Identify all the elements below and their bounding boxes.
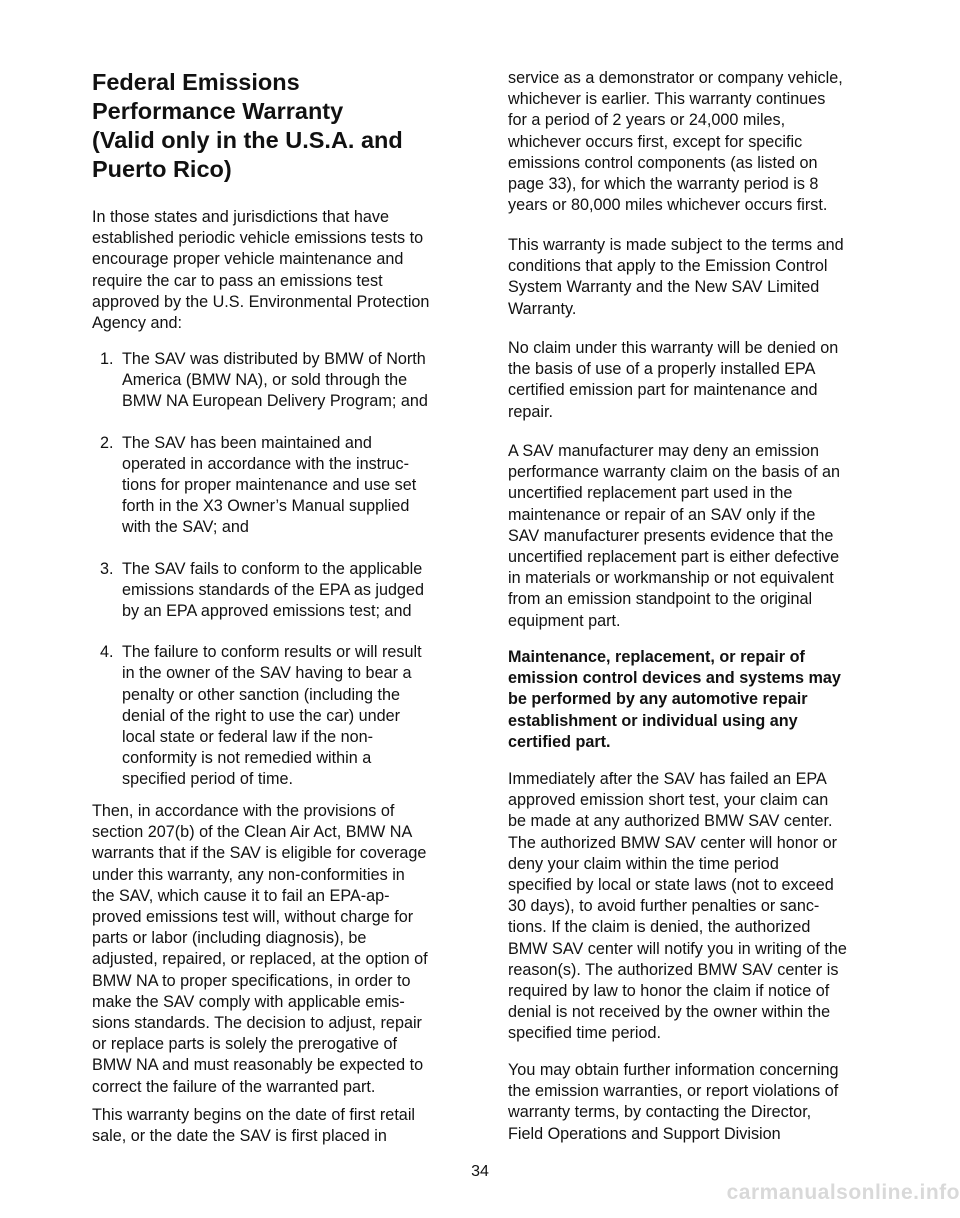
list-number: 2. [100, 433, 114, 452]
text-line: Then, in accordance with the provisions of [92, 802, 395, 820]
text-line: America (BMW NA), or sold through the [122, 371, 408, 390]
text-line: page 33), for which the warranty period is 8 [508, 175, 819, 194]
text-line: SAV manufacturer presents evidence that the [508, 526, 834, 545]
text-line: establishment or individual using any [508, 711, 798, 730]
text-line: be made at any authorized BMW SAV center. [508, 812, 833, 831]
text-line: denial is not received by the owner within the [508, 1003, 831, 1022]
text-line: certified emission part for maintenance and [508, 381, 818, 400]
text-line: emission control devices and systems may [508, 669, 841, 688]
text-line: operated in accordance with the instruc- [122, 454, 410, 473]
text-line: reason(s). The authorized BMW SAV center is [508, 960, 839, 979]
text-line: or replace parts is solely the prerogative of [92, 1035, 398, 1054]
text-line: Field Operations and Support Division [508, 1124, 781, 1143]
text-line: for a period of 2 years or 24,000 miles, [508, 111, 786, 130]
text-line: The SAV has been maintained and [122, 433, 372, 452]
text-line: Agency and: [92, 314, 182, 333]
text-line: proved emissions test will, without charge for [92, 908, 414, 927]
text-line: approved by the U.S. Environmental Protection [92, 292, 430, 311]
text-line: approved emission short test, your claim can [508, 791, 829, 810]
list-item [92, 642, 484, 790]
text-line: sale, or the date the SAV is first placed in [92, 1127, 387, 1146]
text-line: section 207(b) of the Clean Air Act, BMW NA [92, 823, 413, 842]
text-line: 30 days), to avoid further penalties or sanc- [508, 897, 820, 916]
title-line: Puerto Rico) [92, 156, 232, 182]
text-line: require the car to pass an emissions test [92, 271, 383, 290]
text-line: specified by local or state laws (not to exceed [508, 876, 834, 895]
list-number: 1. [100, 350, 114, 368]
list-number: 3. [100, 559, 114, 578]
text-line: This warranty begins on the date of first retail [92, 1106, 416, 1124]
text-line: conformity is not remedied within a [122, 749, 372, 768]
text-line: whichever occurs first, except for specific [508, 132, 803, 151]
list-item [92, 559, 484, 623]
text-line: performance warranty claim on the basis of an [508, 463, 841, 482]
text-line: denial of the right to use the car) under [122, 706, 401, 725]
text-line: emissions control components (as listed on [508, 153, 818, 172]
text-line: repair. [508, 402, 553, 421]
text-line: The failure to conform results or will result [122, 643, 422, 662]
watermark: carmanualsonline.info [726, 1181, 960, 1204]
text-line: forth in the X3 Owner’s Manual supplied [122, 497, 410, 516]
then-paragraph [92, 801, 428, 1098]
text-line: BMW NA to proper specifications, in order to [92, 971, 411, 990]
list-number: 4. [100, 643, 114, 662]
text-line: No claim under this warranty will be denied on [508, 339, 839, 357]
text-line: the basis of use of a properly installed EPA [508, 360, 816, 379]
text-line: uncertified replacement part used in the [508, 484, 793, 503]
text-line: warrants that if the SAV is eligible for coverage [92, 844, 427, 863]
text-line: BMW NA European Delivery Program; and [122, 392, 428, 411]
no-claim-paragraph [508, 338, 838, 423]
subject-paragraph [508, 235, 844, 320]
text-line: deny your claim within the time period [508, 854, 779, 873]
text-line: sions standards. The decision to adjust, repair [92, 1014, 422, 1033]
text-line: whichever is earlier. This warranty continues [508, 90, 826, 109]
text-line: from an emission standpoint to the original [508, 590, 813, 609]
text-line: This warranty is made subject to the terms and [508, 236, 844, 254]
text-line: years or 80,000 miles whichever occurs first. [508, 196, 828, 215]
conditions-list [92, 349, 484, 791]
text-line: under this warranty, any non-conformities in [92, 865, 405, 884]
page-number: 34 [471, 1163, 489, 1180]
text-line: be performed by any automotive repair [508, 690, 808, 709]
text-line: encourage proper vehicle maintenance and [92, 250, 404, 269]
obtain-info-paragraph [508, 1060, 839, 1145]
text-line: BMW SAV center will notify you in writing of the [508, 939, 847, 958]
text-line: required by law to honor the claim if notice of [508, 982, 830, 1001]
bold-notice-paragraph [508, 647, 841, 753]
immediately-paragraph [508, 769, 847, 1045]
text-line: the SAV, which cause it to fail an EPA-ap- [92, 886, 390, 905]
text-line: specified time period. [508, 1024, 661, 1043]
title-line: Federal Emissions [92, 69, 300, 95]
title-line: Performance Warranty [92, 98, 344, 124]
text-line: tions. If the claim is denied, the authorized [508, 918, 811, 937]
text-line: correct the failure of the warranted part. [92, 1077, 376, 1096]
text-line: with the SAV; and [122, 518, 249, 537]
text-line: in materials or workmanship or not equivalent [508, 569, 834, 588]
text-line: The SAV was distributed by BMW of North [122, 350, 426, 368]
text-line: warranty terms, by contacting the Director, [508, 1103, 812, 1122]
text-line: by an EPA approved emissions test; and [122, 602, 412, 621]
text-line: certified part. [508, 732, 611, 751]
continuation-paragraph [508, 68, 843, 216]
text-line: equipment part. [508, 611, 621, 630]
text-line: established periodic vehicle emissions tests to [92, 229, 424, 248]
text-line: The authorized BMW SAV center will honor or [508, 833, 837, 852]
title-line: (Valid only in the U.S.A. and [92, 127, 403, 153]
text-line: Maintenance, replacement, or repair of [508, 648, 805, 666]
text-line: specified period of time. [122, 770, 293, 789]
list-item [92, 349, 484, 413]
text-line: conditions that apply to the Emission Control [508, 257, 828, 276]
text-line: uncertified replacement part is either defective [508, 548, 840, 567]
begins-paragraph [92, 1105, 415, 1147]
text-line: In those states and jurisdictions that have [92, 208, 389, 226]
deny-paragraph [508, 441, 840, 632]
text-line: adjusted, repaired, or replaced, at the option of [92, 950, 428, 969]
text-line: local state or federal law if the non- [122, 728, 374, 747]
text-line: Immediately after the SAV has failed an EPA [508, 770, 827, 788]
text-line: BMW NA and must reasonably be expected to [92, 1056, 424, 1075]
text-line: maintenance or repair of an SAV only if the [508, 505, 816, 524]
text-line: service as a demonstrator or company vehicle, [508, 69, 843, 87]
text-line: The SAV fails to conform to the applicable [122, 559, 423, 578]
text-line: A SAV manufacturer may deny an emission [508, 442, 820, 460]
text-line: Warranty. [508, 299, 577, 318]
text-line: emissions standards of the EPA as judged [122, 580, 425, 599]
text-line: tions for proper maintenance and use set [122, 476, 417, 495]
text-line: penalty or other sanction (including the [122, 685, 401, 704]
text-line: the emission warranties, or report violations of [508, 1082, 839, 1101]
text-line: System Warranty and the New SAV Limited [508, 278, 820, 297]
intro-paragraph [92, 207, 429, 334]
text-line: in the owner of the SAV having to bear a [122, 664, 412, 683]
section-title [92, 68, 484, 184]
list-item [92, 433, 484, 539]
text-line: You may obtain further information concerning [508, 1061, 839, 1079]
text-line: make the SAV comply with applicable emis- [92, 992, 405, 1011]
text-line: parts or labor (including diagnosis), be [92, 929, 367, 948]
